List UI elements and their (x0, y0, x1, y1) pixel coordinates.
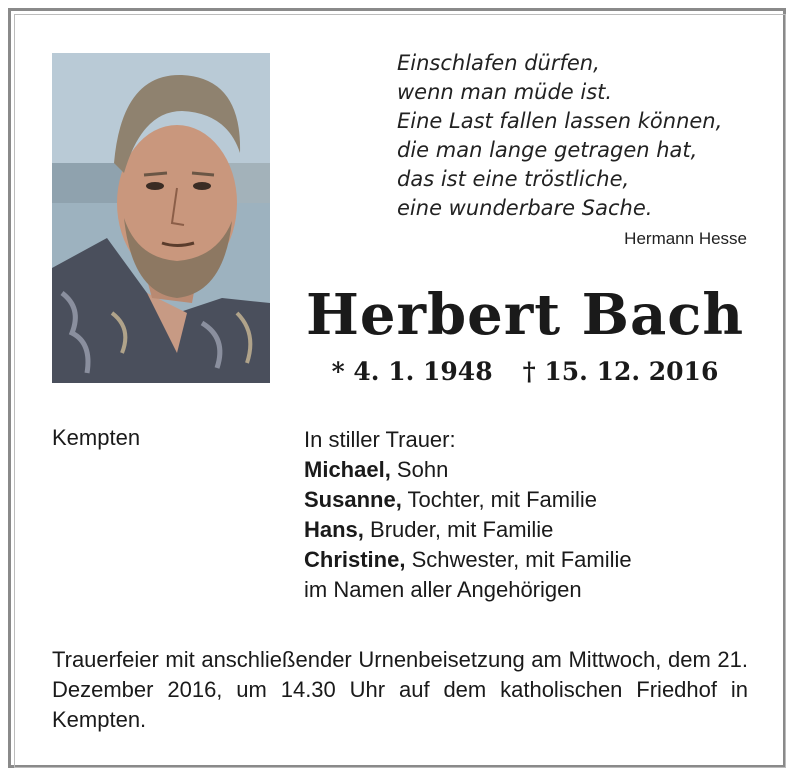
mourner-name: Michael, (304, 457, 391, 482)
poem-line: eine wunderbare Sache. (397, 196, 653, 220)
mourner-name: Christine, (304, 547, 406, 572)
mourners-intro: In stiller Trauer: (304, 427, 456, 452)
mourner-relation: Tochter, mit Familie (401, 487, 598, 512)
ceremony-details: Trauerfeier mit anschließender Urnenbeisetzung am Mittwoch, dem 21. Dezember 2016, um 14.30 Uhr auf dem katholischen Friedhof in Kempten. (52, 647, 748, 732)
mourner-entry (304, 545, 764, 575)
mourner-entry (304, 515, 764, 545)
poem-line: wenn man müde ist. (397, 80, 613, 104)
mourner-entry (304, 485, 764, 515)
poem-line: das ist eine tröstliche, (397, 167, 630, 191)
deceased-name: Herbert Bach (305, 282, 745, 348)
poem-author: Hermann Hesse (624, 229, 747, 248)
place-name: Kempten (52, 425, 141, 450)
mourner-name: Susanne, (304, 487, 402, 512)
life-dates (300, 357, 750, 386)
mourner-relation: Schwester, mit Familie (405, 547, 632, 572)
portrait-photo (52, 53, 270, 383)
death-date: † 15. 12. 2016 (522, 357, 719, 386)
poem-line: die man lange getragen hat, (397, 138, 698, 162)
mourners-block (304, 425, 764, 605)
mourners-closing: im Namen aller Angehörigen (304, 577, 582, 602)
mourner-relation: Bruder, mit Familie (363, 517, 554, 542)
mourner-relation: Sohn (390, 457, 449, 482)
poem-line: Einschlafen dürfen, (397, 51, 600, 75)
mourner-entry (304, 455, 764, 485)
mourner-name: Hans, (304, 517, 364, 542)
poem-line: Eine Last fallen lassen können, (397, 109, 723, 133)
birth-date: * 4. 1. 1948 (331, 357, 493, 386)
poem (397, 49, 767, 223)
